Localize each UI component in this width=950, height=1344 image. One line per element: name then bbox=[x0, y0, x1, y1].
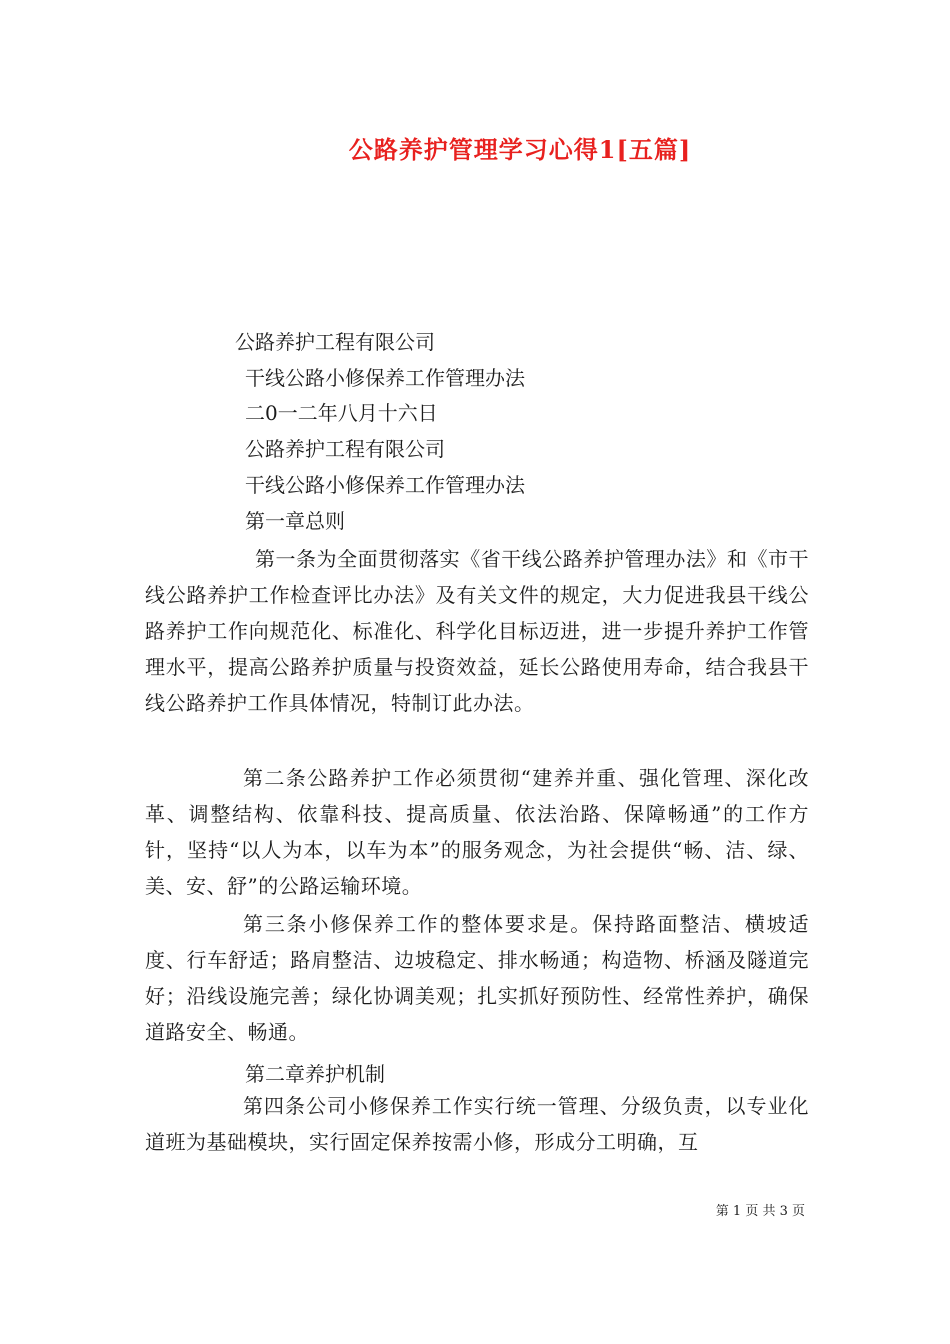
regulation-title-repeat: 干线公路小修保养工作管理办法 bbox=[245, 473, 525, 497]
page-footer: 第 1 页 共 3 页 bbox=[715, 1204, 805, 1219]
company-name: 公路养护工程有限公司 bbox=[235, 330, 435, 354]
article-four: 第四条公司小修保养工作实行统一管理、分级负责，以专业化道班为基础模块，实行固定保养按需小修，形成分工明确，互 bbox=[145, 1094, 809, 1154]
article-one: 第一条为全面贯彻落实《省干线公路养护管理办法》和《市干线公路养护工作检查评比办法》及有关文件的规定，大力促进我县干线公路养护工作向规范化、标准化、科学化目标迈进，进一步提升养护工作管理水平，提高公路养护质量与投资效益，延长公路使用寿命，结合我县干线公路养护工作具体情况，特制订此办法。 bbox=[145, 547, 809, 715]
document-title: 公路养护管理学习心得1[五篇] bbox=[348, 135, 692, 164]
document-date: 二0一二年八月十六日 bbox=[245, 401, 438, 425]
chapter-two-heading: 第二章养护机制 bbox=[245, 1062, 385, 1086]
article-three: 第三条小修保养工作的整体要求是。保持路面整洁、横坡适度、行车舒适；路肩整洁、边坡稳定、排水畅通；构造物、桥涵及隧道完好；沿线设施完善；绿化协调美观；扎实抓好预防性、经常性养护，确保道路安全、畅通。 bbox=[145, 912, 809, 1044]
company-name-repeat: 公路养护工程有限公司 bbox=[245, 437, 445, 461]
regulation-title: 干线公路小修保养工作管理办法 bbox=[245, 366, 525, 390]
article-two: 第二条公路养护工作必须贯彻“建养并重、强化管理、深化改革、调整结构、依靠科技、提高质量、依法治路、保障畅通”的工作方针，坚持“以人为本，以车为本”的服务观念，为社会提供“畅、洁、绿、美、安、舒”的公路运输环境。 bbox=[145, 766, 809, 898]
chapter-one-heading: 第一章总则 bbox=[245, 509, 345, 533]
